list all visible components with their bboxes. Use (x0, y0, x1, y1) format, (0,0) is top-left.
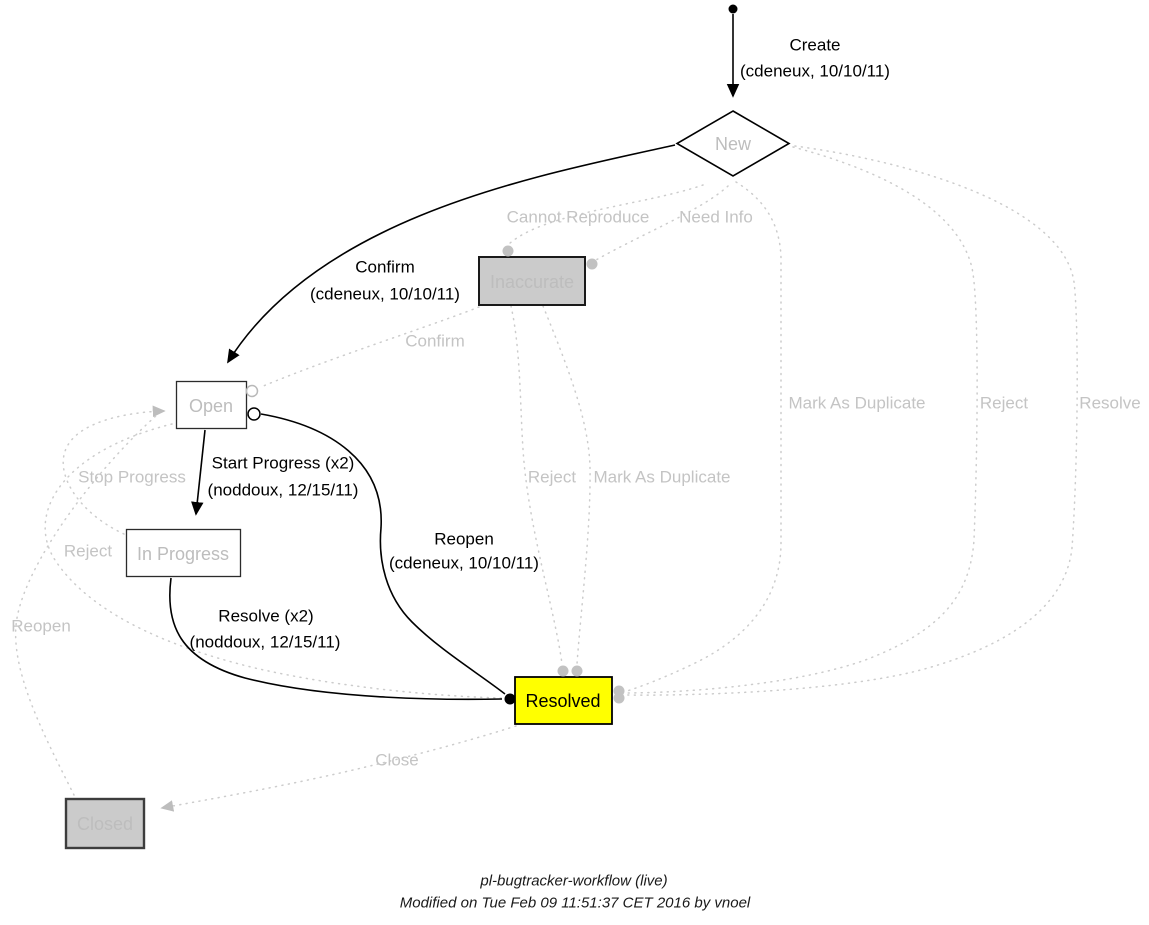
edge-resolve-new-label: Resolve (1079, 393, 1141, 413)
gray-dot-resolved-top-1 (558, 666, 569, 677)
edge-create-label: Create (789, 35, 841, 55)
workflow-modified-caption: Modified on Tue Feb 09 11:51:37 CET 2016 by vnoel (399, 894, 751, 912)
gray-dot-resolved-right-2 (614, 693, 625, 704)
edge-confirm-label: Confirm (355, 257, 415, 277)
edge-start-progress-detail: (noddoux, 12/15/11) (207, 480, 359, 500)
node-open-label: Open (188, 396, 234, 416)
edge-need-info-label: Need Info (679, 207, 753, 227)
edge-confirm-gray-label: Confirm (405, 331, 465, 351)
edge-reopen-detail: (cdeneux, 10/10/11) (389, 553, 539, 573)
edge-start-progress (196, 430, 205, 514)
edge-mark-as-duplicate-new-label: Mark As Duplicate (788, 393, 926, 413)
edge-cannot-reproduce-label: Cannot Reproduce (506, 207, 650, 227)
edge-mark-as-duplicate-from-new (624, 182, 781, 692)
edge-stop-progress-label: Stop Progress (78, 467, 186, 487)
edge-reject-new-label: Reject (979, 393, 1029, 413)
open-circle-marker-gray (247, 386, 258, 397)
start-marker-dot (729, 5, 738, 14)
edge-create-detail: (cdeneux, 10/10/11) (740, 61, 890, 81)
workflow-title: pl-bugtracker-workflow (live) (480, 872, 668, 890)
edge-reject-inaccurate-label: Reject (527, 467, 577, 487)
edge-resolve-label: Resolve (x2) (218, 606, 314, 626)
gray-dot-resolved-top-2 (572, 666, 583, 677)
edge-reopen-closed-label: Reopen (11, 616, 71, 636)
edge-resolve-detail: (noddoux, 12/15/11) (189, 632, 341, 652)
edge-start-progress-label: Start Progress (x2) (211, 453, 355, 473)
edge-endpoint-markers (247, 5, 738, 705)
node-closed-label: Closed (76, 814, 134, 834)
node-in-progress-label: In Progress (136, 544, 230, 564)
edge-confirm-detail: (cdeneux, 10/10/11) (310, 284, 460, 304)
edge-resolve-from-new (625, 146, 1077, 695)
node-resolved-label: Resolved (525, 691, 601, 711)
edge-reopen-label: Reopen (434, 529, 494, 549)
gray-dot-inaccurate-top (503, 246, 514, 257)
black-dot-resolved-left (505, 694, 516, 705)
open-circle-marker-black (248, 408, 260, 420)
edge-reject-open-label: Reject (63, 541, 113, 561)
node-new-label: New (714, 134, 752, 154)
edge-reject-from-new (625, 147, 977, 693)
edge-close (162, 726, 516, 808)
node-inaccurate-label: Inaccurate (489, 272, 575, 292)
edge-close-label: Close (375, 750, 419, 770)
edge-mark-as-duplicate-inaccurate-label: Mark As Duplicate (593, 467, 731, 487)
gray-dot-inaccurate-right (587, 259, 598, 270)
